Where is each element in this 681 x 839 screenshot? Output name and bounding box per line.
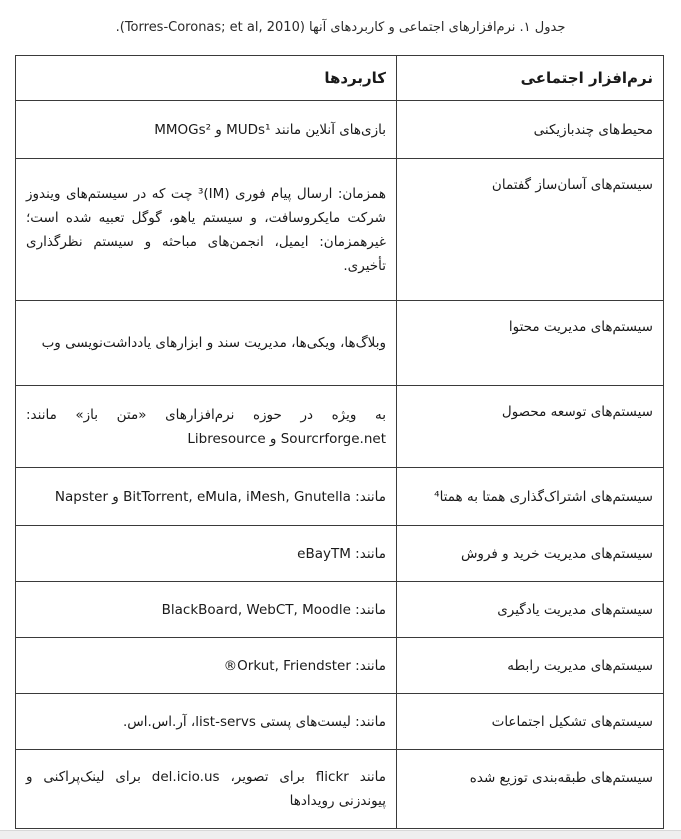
cell-applications: بازی‌های آنلاین مانند MUDs¹ و MMOGs² xyxy=(16,101,397,159)
cell-applications: مانند: لیست‌های پستی list-servs، آر.اس.اس. xyxy=(16,694,397,750)
cell-software: سیستم‌های مدیریت محتوا xyxy=(397,301,664,386)
table-row xyxy=(16,694,664,750)
cell-software: سیستم‌های تشکیل اجتماعات xyxy=(397,694,664,750)
table-caption: جدول ۱. نرم‌افزارهای اجتماعی و کاربردهای آنها (Torres-Coronas; et al, 2010). xyxy=(115,20,566,35)
cell-software: سیستم‌های اشتراک‌گذاری همتا به همتا⁴ xyxy=(397,468,664,526)
table-row xyxy=(16,159,664,301)
table-row xyxy=(16,526,664,582)
cell-applications: مانند flickr برای تصویر، del.icio.us برای لینک‌پراکنی و پیوندزنی رویدادها xyxy=(16,750,397,829)
table-row xyxy=(16,301,664,386)
table-row xyxy=(16,750,664,829)
social-software-table xyxy=(15,55,664,829)
cell-software: سیستم‌های توسعه محصول xyxy=(397,386,664,468)
cell-applications: همزمان: ارسال پیام فوری (IM)³ چت که در سیستم‌های ویندوز شرکت مایکروسافت، و سیستم یاهو، گوگل تعبیه شده است؛ غیرهمزمان: ایمیل، انجمن‌های مباحثه و سیستم نظرگذاری تأخیری. xyxy=(16,159,397,301)
table-row xyxy=(16,386,664,468)
cell-applications: وبلاگ‌ها، ویکی‌ها، مدیریت سند و ابزارهای یادداشت‌نویسی وب xyxy=(16,301,397,386)
cell-applications: مانند: BlackBoard, WebCT, Moodle xyxy=(16,582,397,638)
cell-applications: به ویژه در حوزه نرم‌افزارهای «متن باز» مانند: Sourcrforge.net و Libresource xyxy=(16,386,397,468)
cell-software: سیستم‌های مدیریت رابطه xyxy=(397,638,664,694)
cell-software: سیستم‌های آسان‌ساز گفتمان xyxy=(397,159,664,301)
table-header-row xyxy=(16,56,664,101)
cell-software: سیستم‌های مدیریت یادگیری xyxy=(397,582,664,638)
table-row xyxy=(16,638,664,694)
cell-software: سیستم‌های مدیریت خرید و فروش xyxy=(397,526,664,582)
header-software: نرم‌افزار اجتماعی xyxy=(397,56,664,101)
table-row xyxy=(16,101,664,159)
table-row xyxy=(16,468,664,526)
cell-applications: مانند: BitTorrent, eMula, iMesh, Gnutella و Napster xyxy=(16,468,397,526)
header-applications: کاربردها xyxy=(16,56,397,101)
cell-software: محیط‌های چندبازیکنی xyxy=(397,101,664,159)
table-row xyxy=(16,582,664,638)
cell-applications: مانند: eBayTM xyxy=(16,526,397,582)
cell-applications: مانند: Orkut, Friendster® xyxy=(16,638,397,694)
cell-software: سیستم‌های طبقه‌بندی توزیع شده xyxy=(397,750,664,829)
